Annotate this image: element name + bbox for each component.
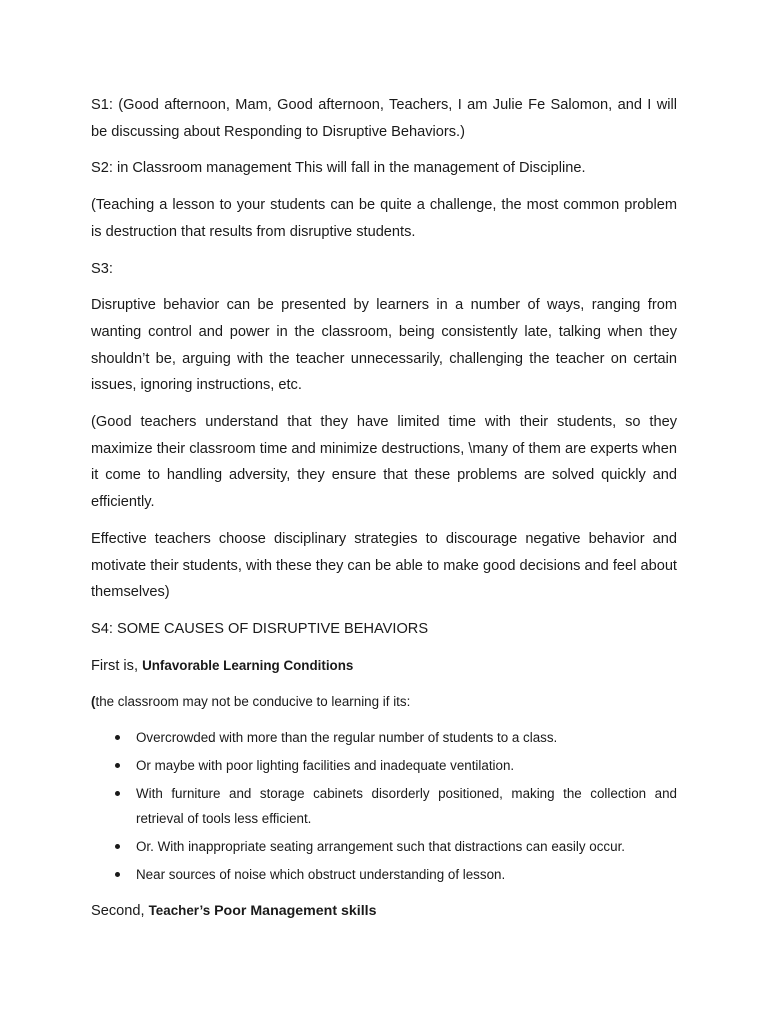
lead-paren: ( — [91, 694, 96, 710]
bullet-icon — [115, 844, 120, 849]
teaching-challenge-paragraph: (Teaching a lesson to your students can be quite a challenge, the most common problem is destruction that results from disruptive students. — [91, 197, 677, 240]
document-page — [91, 92, 677, 935]
list-item — [91, 725, 677, 750]
list-item-text: Near sources of noise which obstruct understanding of lesson. — [136, 867, 506, 883]
bullet-icon — [115, 791, 120, 796]
bullet-icon — [115, 735, 120, 740]
list-item-text: Or. With inappropriate seating arrangement such that distractions can easily occur. — [136, 839, 626, 855]
effective-teachers-paragraph: Effective teachers choose disciplinary strategies to discourage negative behavior and motivate their students, with these they can be able to make good decisions and feel about themselves) — [91, 530, 677, 601]
second-cause-prefix: Second, — [91, 903, 149, 920]
list-item-text: Or maybe with poor lighting facilities and inadequate ventilation. — [136, 758, 515, 774]
list-item-text: With furniture and storage cabinets disorderly positioned, making the collection and retrieval of tools less efficient. — [136, 786, 677, 827]
list-item — [91, 834, 677, 859]
good-teachers-paragraph: (Good teachers understand that they have limited time with their students, so they maximize their classroom time and minimize destructions, \many of them are experts when it come to handling adversity, they ensure that these problems are solved quickly and efficiently. — [91, 414, 677, 511]
bullet-icon — [115, 872, 120, 877]
second-cause-title-b: Poor Management skills — [210, 903, 377, 920]
first-cause-prefix: First is, — [91, 657, 143, 674]
list-item — [91, 753, 677, 778]
first-cause-title: Unfavorable Learning Conditions — [142, 657, 354, 673]
second-cause-line — [91, 898, 677, 925]
slide-3-label: S3: — [91, 260, 113, 277]
lead-text: the classroom may not be conducive to learning if its: — [95, 694, 411, 710]
conditions-bullet-list — [91, 725, 677, 887]
second-cause-title-a: Teacher’s — [148, 903, 211, 919]
list-item — [91, 862, 677, 887]
slide-1-paragraph: S1: (Good afternoon, Mam, Good afternoon, Teachers, I am Julie Fe Salomon, and I will be discussing about Responding to Disruptive Behaviors.) — [91, 97, 677, 140]
list-item-text: Overcrowded with more than the regular number of students to a class. — [136, 730, 558, 746]
first-cause-line — [91, 653, 677, 680]
slide-4-heading: S4: SOME CAUSES OF DISRUPTIVE BEHAVIORS — [91, 620, 429, 637]
conditions-lead-line — [91, 689, 677, 715]
bullet-icon — [115, 763, 120, 768]
slide-2-paragraph: S2: in Classroom management This will fall in the management of Discipline. — [91, 160, 586, 177]
list-item — [91, 781, 677, 831]
disruptive-behavior-paragraph: Disruptive behavior can be presented by learners in a number of ways, ranging from wanting control and power in the classroom, being consistently late, talking when they shouldn’t be, arguing with the teacher unnecessarily, challenging the teacher on certain issues, ignoring instructions, etc. — [91, 297, 677, 394]
